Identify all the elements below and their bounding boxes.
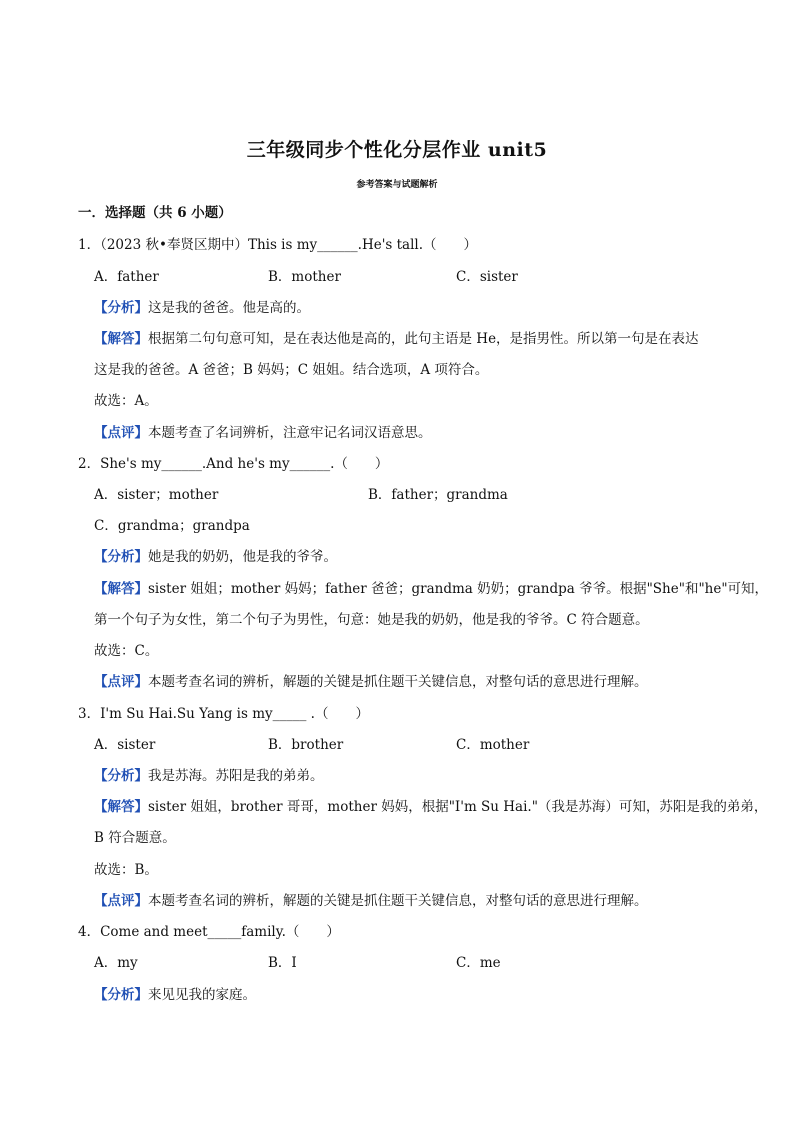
comment-label: 【点评】 — [94, 425, 148, 441]
analysis-label: 【分析】 — [94, 768, 148, 784]
section-heading: 一．选择题（共 6 小题） — [78, 205, 232, 221]
analysis-label: 【分析】 — [94, 987, 148, 1003]
question-1-comment — [94, 424, 432, 442]
comment-text: 本题考查名词的辨析，解题的关键是抓住题干关键信息，对整句话的意思进行理解。 — [148, 674, 648, 690]
analysis-text: 她是我的奶奶，他是我的爷爷。 — [148, 549, 337, 565]
question-3-option-c: C．mother — [456, 737, 530, 753]
comment-text: 本题考查了名词辨析，注意牢记名词汉语意思。 — [148, 425, 432, 441]
question-2-answer-cont: 第一个句子为女性，第二个句子为男性，句意：她是我的奶奶，他是我的爷爷。C 符合题意。 — [94, 612, 649, 628]
analysis-text: 这是我的爸爸。他是高的。 — [148, 300, 310, 316]
question-1-answer — [94, 330, 699, 348]
question-1-analysis — [94, 299, 310, 317]
question-2-option-c: C．grandma；grandpa — [94, 518, 250, 534]
analysis-text: 来见见我的家庭。 — [148, 987, 256, 1003]
comment-label: 【点评】 — [94, 674, 148, 690]
question-1-choice: 故选：A。 — [94, 393, 158, 409]
comment-label: 【点评】 — [94, 893, 148, 909]
question-3-comment — [94, 892, 648, 910]
question-1-answer-cont: 这是我的爸爸。A 爸爸；B 妈妈；C 姐姐。结合选项，A 项符合。 — [94, 362, 489, 378]
page-subtitle: 参考答案与试题解析 — [356, 180, 438, 190]
analysis-text: 我是苏海。苏阳是我的弟弟。 — [148, 768, 324, 784]
comment-text: 本题考查名词的辨析，解题的关键是抓住题干关键信息，对整句话的意思进行理解。 — [148, 893, 648, 909]
answer-label: 【解答】 — [94, 331, 148, 347]
question-3-stem: 3．I'm Su Hai.Su Yang is my_____ .（ ） — [78, 706, 369, 722]
question-2-analysis — [94, 548, 337, 566]
question-4-option-c: C．me — [456, 955, 501, 971]
question-3-option-a: A．sister — [94, 737, 156, 753]
page-title: 三年级同步个性化分层作业 unit5 — [246, 139, 548, 161]
question-1-option-b: B．mother — [268, 269, 341, 285]
question-4-option-b: B．I — [268, 955, 297, 971]
answer-label: 【解答】 — [94, 799, 148, 815]
question-2-answer — [94, 580, 768, 598]
question-3-choice: 故选：B。 — [94, 862, 158, 878]
answer-label: 【解答】 — [94, 581, 148, 597]
question-3-analysis — [94, 767, 324, 785]
question-1-option-c: C．sister — [456, 269, 518, 285]
question-4-analysis — [94, 986, 256, 1004]
question-3-answer-cont: B 符合题意。 — [94, 830, 176, 846]
analysis-label: 【分析】 — [94, 300, 148, 316]
answer-text: sister 姐姐，brother 哥哥，mother 妈妈，根据"I'm Su Hai."（我是苏海）可知，苏阳是我的弟弟， — [148, 799, 768, 815]
answer-text: 根据第二句句意可知，是在表达他是高的，此句主语是 He，是指男性。所以第一句是在表达 — [148, 331, 699, 347]
question-4-option-a: A．my — [94, 955, 138, 971]
analysis-label: 【分析】 — [94, 549, 148, 565]
question-2-comment — [94, 673, 648, 691]
question-4-stem: 4．Come and meet_____family.（ ） — [78, 924, 340, 940]
question-1-option-a: A．father — [94, 269, 159, 285]
question-2-choice: 故选：C。 — [94, 643, 159, 659]
question-1-stem: 1．（2023 秋•奉贤区期中）This is my______.He's tall.（ ） — [78, 237, 478, 253]
answer-text: sister 姐姐；mother 妈妈；father 爸爸；grandma 奶奶；grandpa 爷爷。根据"She"和"he"可知， — [148, 581, 769, 597]
question-2-stem: 2．She's my______.And he's my______.（ ） — [78, 456, 389, 472]
question-3-option-b: B．brother — [268, 737, 344, 753]
question-2-option-b: B．father；grandma — [368, 487, 508, 503]
question-2-option-a: A．sister；mother — [94, 487, 219, 503]
question-3-answer — [94, 798, 767, 816]
